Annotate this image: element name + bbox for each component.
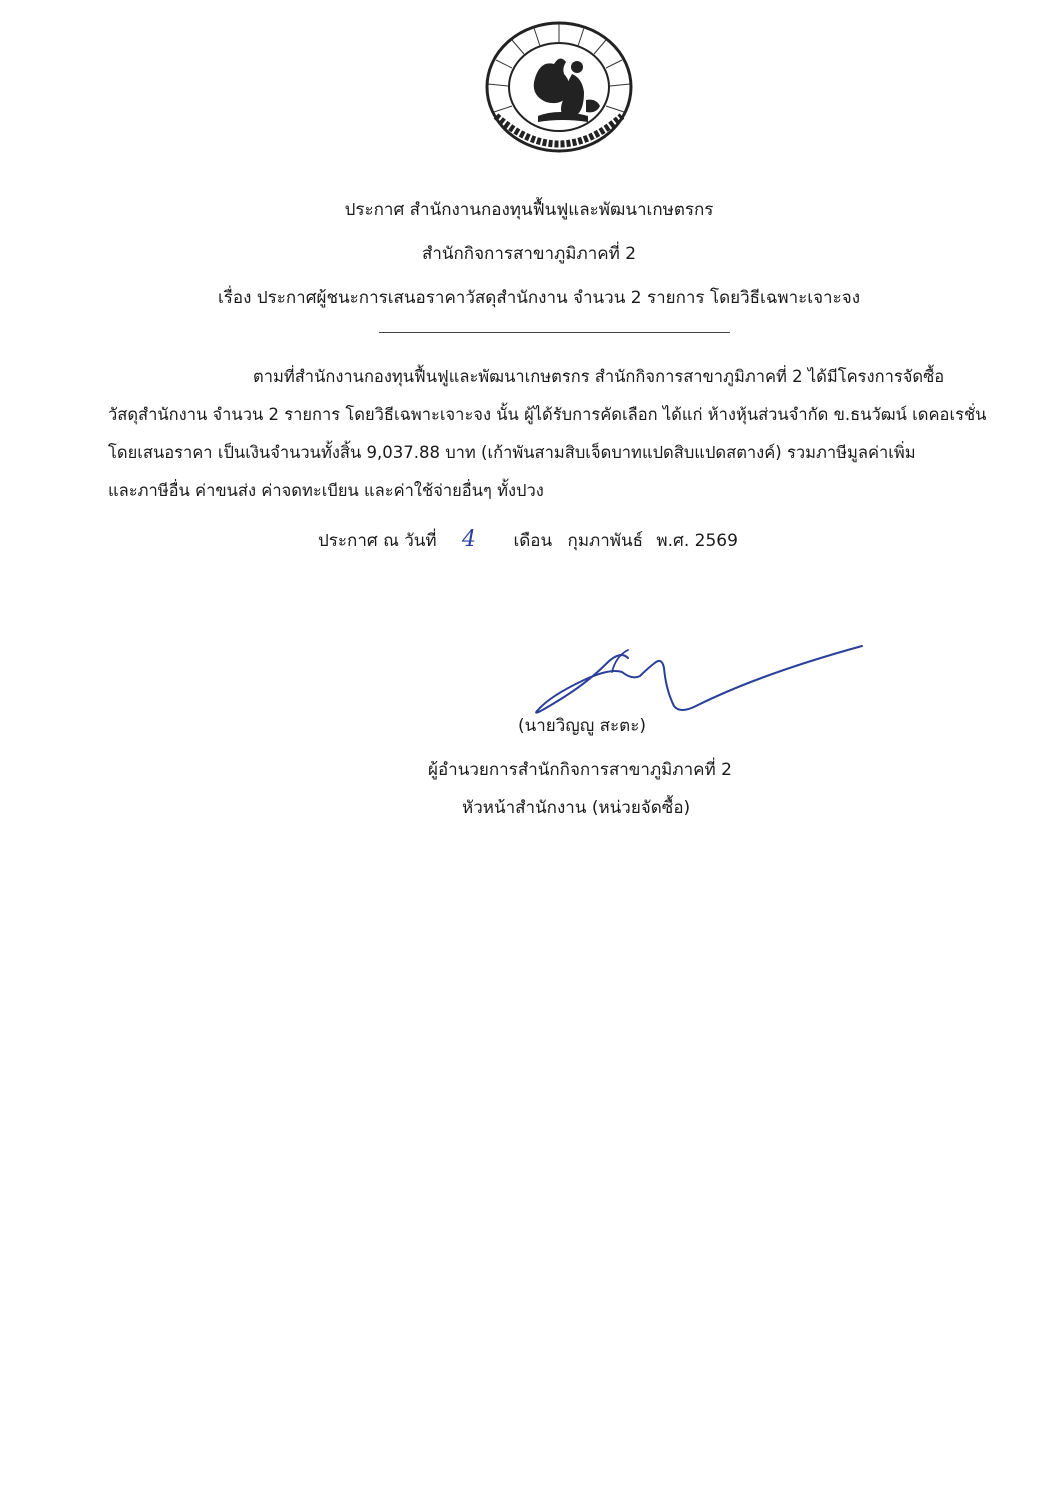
date-label: ประกาศ ณ วันที่ <box>318 531 437 551</box>
body-paragraph-line-2: วัสดุสำนักงาน จำนวน 2 รายการ โดยวิธีเฉพาะเจาะจง นั้น ผู้ได้รับการคัดเลือก ได้แก่ ห้างหุ้นส่วนจำกัด ข.ธนวัฒน์ เดคอเรชั่น <box>108 405 987 424</box>
signatory-subtitle: หัวหน้าสำนักงาน (หน่วยจัดซื้อ) <box>462 798 691 818</box>
announcement-date <box>318 527 738 554</box>
signatory-name: (นายวิญญู สะตะ) <box>518 716 646 736</box>
announcement-heading: ประกาศ สำนักงานกองทุนฟื้นฟูและพัฒนาเกษตรกร <box>344 200 714 220</box>
date-day-handwritten: 4 <box>462 527 477 552</box>
body-paragraph-line-1: ตามที่สำนักงานกองทุนฟื้นฟูและพัฒนาเกษตรกร สำนักกิจการสาขาภูมิภาคที่ 2 ได้มีโครงการจัดซื้อ <box>253 367 945 386</box>
organization-seal <box>474 12 644 162</box>
signatory-title: ผู้อำนวยการสำนักกิจการสาขาภูมิภาคที่ 2 <box>428 760 732 780</box>
divider-line <box>379 332 730 333</box>
date-year: พ.ศ. 2569 <box>656 531 738 551</box>
date-month: กุมภาพันธ์ <box>567 531 644 551</box>
office-name: สำนักกิจการสาขาภูมิภาคที่ 2 <box>421 244 637 264</box>
subject-line: เรื่อง ประกาศผู้ชนะการเสนอราคาวัสดุสำนักงาน จำนวน 2 รายการ โดยวิธีเฉพาะเจาะจง <box>217 288 860 308</box>
body-paragraph-line-3: โดยเสนอราคา เป็นเงินจำนวนทั้งสิ้น 9,037.88 บาท (เก้าพันสามสิบเจ็ดบาทแปดสิบแปดสตางค์) รวมภาษีมูลค่าเพิ่ม <box>108 443 916 462</box>
month-label: เดือน <box>513 531 553 551</box>
body-paragraph-line-4: และภาษีอื่น ค่าขนส่ง ค่าจดทะเบียน และค่าใช้จ่ายอื่นๆ ทั้งปวง <box>108 481 544 500</box>
